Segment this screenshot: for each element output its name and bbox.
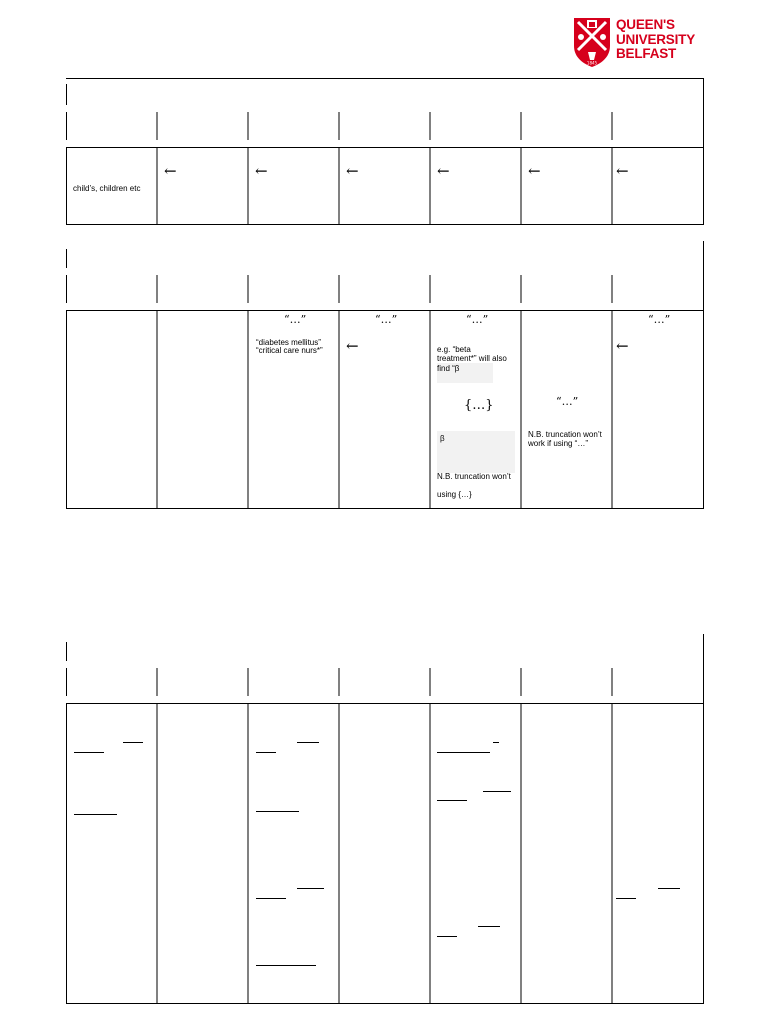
arrow-icon: ← (437, 162, 450, 180)
underline-mark (123, 742, 143, 743)
table-2-grid (66, 241, 704, 509)
shaded-box (437, 431, 515, 473)
underline-mark (74, 814, 117, 815)
underline-mark (478, 926, 500, 927)
arrow-icon: ← (528, 162, 541, 180)
col5-note-1: N.B. truncation won’t (437, 472, 511, 481)
underline-mark (437, 800, 467, 801)
col3-example-1: “diabetes mellitus” (256, 338, 321, 347)
underline-mark (616, 898, 636, 899)
col5-beta: β (440, 434, 445, 443)
arrow-icon: ← (255, 162, 268, 180)
underline-mark (256, 752, 276, 753)
underline-mark (297, 742, 319, 743)
underline-mark (256, 811, 299, 812)
phrase-quotes: “…” (556, 395, 579, 408)
arrow-icon: ← (616, 162, 629, 180)
arrow-icon: ← (164, 162, 177, 180)
arrow-icon: ← (346, 162, 359, 180)
underline-mark (658, 888, 680, 889)
underline-mark (74, 752, 104, 753)
underline-mark (256, 898, 286, 899)
arrow-icon: ← (346, 337, 359, 355)
col3-example-2: “critical care nurs*” (256, 346, 323, 355)
logo-line-belfast: BELFAST (616, 46, 677, 61)
phrase-quotes: “…” (284, 313, 307, 326)
col1-text: child’s, children etc (73, 184, 141, 193)
col5-note-2: using {…} (437, 490, 472, 499)
col5-example-2: treatment*” will also (437, 354, 507, 363)
underline-mark (483, 791, 511, 792)
logo-line-university: UNIVERSITY (616, 31, 696, 47)
table-3 (66, 634, 704, 1004)
phrase-quotes: “…” (648, 313, 671, 326)
qub-logo (572, 16, 706, 68)
underline-mark (256, 965, 316, 966)
col5-example-1: e.g. “beta (437, 345, 471, 354)
logo-line-queens: QUEEN'S (616, 17, 675, 32)
underline-mark (437, 936, 457, 937)
col5-braces: {…} (464, 398, 494, 413)
crest-year: 1845 (586, 60, 598, 66)
qub-crest-icon (572, 16, 612, 68)
underline-mark (493, 742, 499, 743)
arrow-icon: ← (616, 337, 629, 355)
table-1-grid (66, 78, 704, 225)
phrase-quotes: “…” (466, 313, 489, 326)
table-2 (66, 241, 704, 509)
col6-note-1: N.B. truncation won’t (528, 430, 602, 439)
col6-note-2: work if using “…” (528, 439, 589, 448)
underline-mark (437, 752, 490, 753)
table-1 (66, 78, 704, 225)
table-3-grid (66, 634, 704, 1004)
col5-example-3: find “β (437, 364, 460, 373)
underline-mark (297, 888, 324, 889)
phrase-quotes: “…” (375, 313, 398, 326)
